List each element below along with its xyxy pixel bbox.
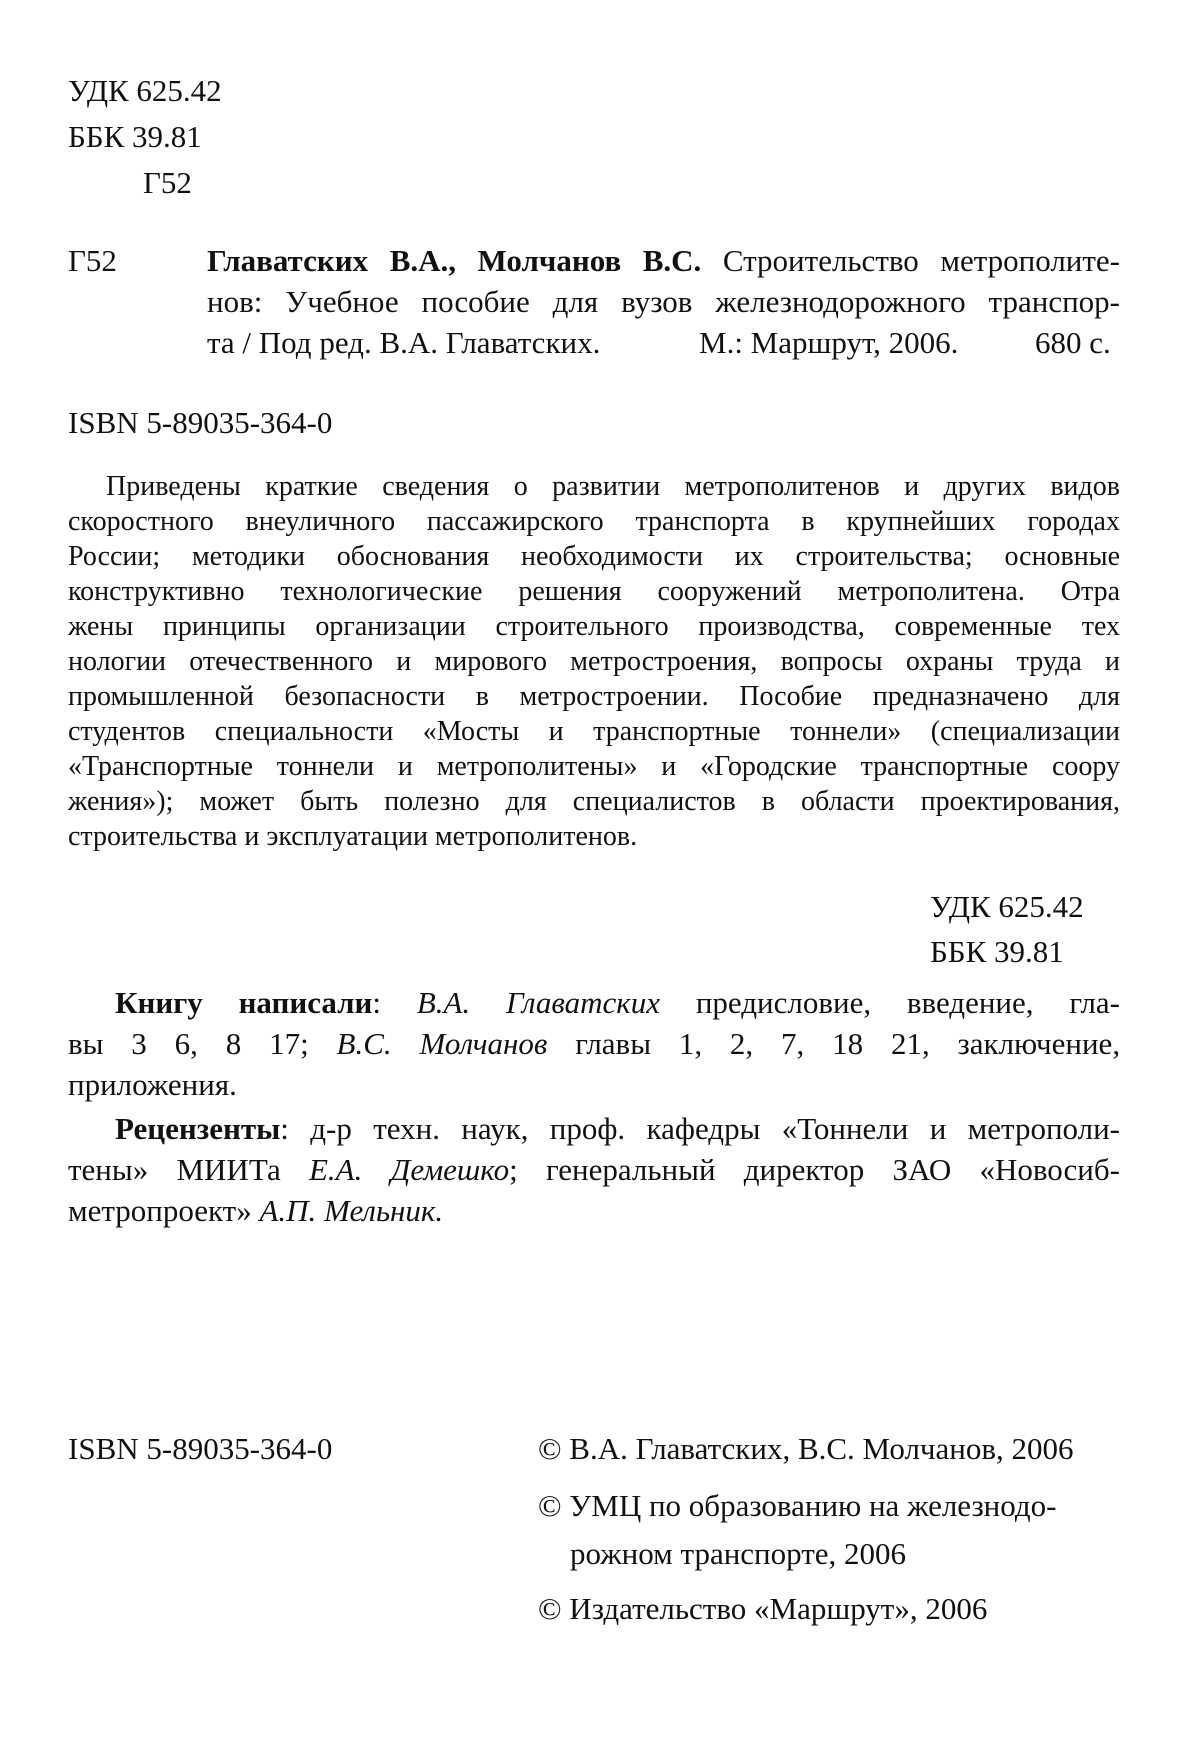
citation-pages: 680 с. <box>1035 325 1111 360</box>
copyright-umc: © УМЦ по образованию на железнодо- <box>538 1488 1057 1523</box>
annotation-line: «Транспортные тоннели и метрополитены» и «Городские транспортные соору <box>68 751 1120 782</box>
authors-line-2: вы 3 6, 8 17; В.С. Молчанов главы 1, 2, 7, 18 21, заключение, <box>68 1026 1121 1061</box>
annotation-line: жения»); может быть полезно для специалистов в области проектирования, <box>68 786 1120 817</box>
isbn-bottom: ISBN 5-89035-364-0 <box>68 1431 333 1466</box>
reviewers-line-3: метропроект» А.П. Мельник. <box>68 1193 444 1228</box>
bbk-code-top: ББК 39.81 <box>68 119 202 154</box>
annotation-line: России; методики обоснования необходимости их строительства; основные <box>68 541 1120 572</box>
author-2: В.С. Молчанов <box>336 1026 548 1061</box>
udk-code-right: УДК 625.42 <box>930 889 1084 924</box>
reviewer-2: А.П. Мельник. <box>259 1193 444 1228</box>
authors-label: Книгу написали <box>115 985 373 1020</box>
annotation-line: Приведены краткие сведения о развитии метрополитенов и других видов <box>106 471 1120 502</box>
udk-code-top: УДК 625.42 <box>68 73 222 108</box>
bbk-code-right: ББК 39.81 <box>930 934 1064 969</box>
annotation-line: скоростного внеуличного пассажирского транспорта в крупнейших городах <box>68 506 1120 537</box>
citation-authors: Главатских В.А., Молчанов В.С. <box>207 243 702 278</box>
annotation-line: нологии отечественного и мирового метростроения, вопросы охраны труда и <box>68 646 1120 677</box>
author-1: В.А. Главатских <box>416 985 661 1020</box>
author-1-contribution: предисловие, введение, гла- <box>695 985 1121 1020</box>
reviewers-line-2: тены» МИИТа Е.А. Демешко; генеральный директор ЗАО «Новосиб- <box>68 1152 1120 1187</box>
reviewers-line-1: Рецензенты: д-р техн. наук, проф. кафедры «Тоннели и метрополи- <box>115 1111 1121 1146</box>
citation-author-mark: Г52 <box>68 243 117 278</box>
copyright-publisher: © Издательство «Маршрут», 2006 <box>538 1591 988 1626</box>
citation-editor: та / Под ред. В.А. Главатских. <box>207 325 601 360</box>
annotation-line: строительства и эксплуатации метрополитенов. <box>68 821 638 852</box>
reviewers-label: Рецензенты <box>115 1111 281 1146</box>
citation-line-2: нов: Учебное пособие для вузов железнодорожного транспор- <box>207 284 1120 319</box>
copyright-authors: © В.А. Главатских, В.С. Молчанов, 2006 <box>538 1431 1074 1466</box>
annotation-line: студентов специальности «Мосты и транспортные тоннели» (специализации <box>68 716 1120 747</box>
author-mark-top: Г52 <box>143 165 192 200</box>
citation-line-1 <box>207 242 1120 280</box>
annotation-line: промышленной безопасности в метростроении. Пособие предназначено для <box>68 681 1120 712</box>
authors-line-3: приложения. <box>68 1067 237 1102</box>
isbn-top: ISBN 5-89035-364-0 <box>68 405 333 440</box>
copyright-umc-cont: рожном транспорте, 2006 <box>570 1536 907 1571</box>
reviewer-1: Е.А. Демешко <box>309 1152 510 1187</box>
citation-publisher: М.: Маршрут, 2006. <box>699 325 959 360</box>
annotation-line: жены принципы организации строительного производства, современные тех <box>68 611 1120 642</box>
citation-title-start: Строительство метрополите- <box>722 243 1121 278</box>
annotation-line: конструктивно технологические решения сооружений метрополитена. Отра <box>68 576 1120 607</box>
authors-line-1: Книгу написали: В.А. Главатских предисловие, введение, гла- <box>115 985 1121 1020</box>
